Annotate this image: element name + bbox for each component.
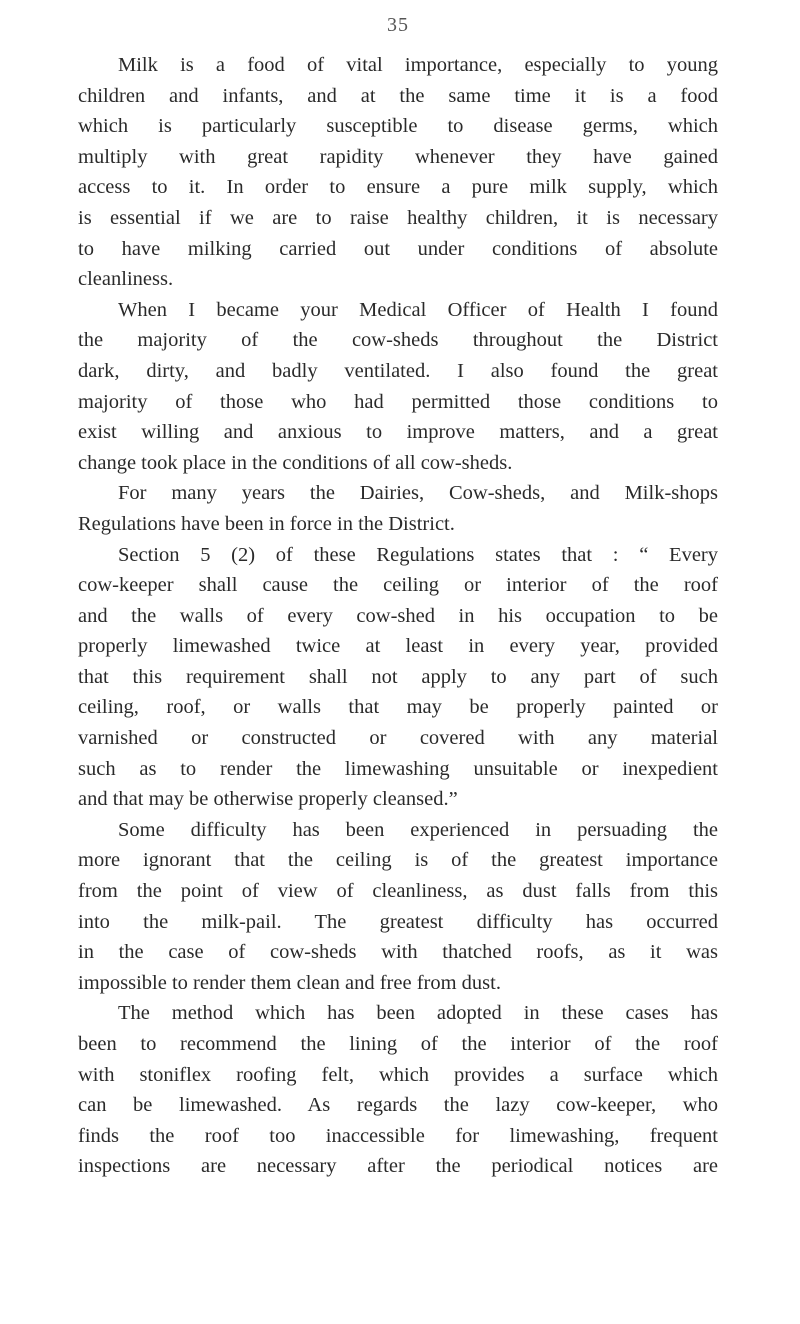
text-line: Milk is a food of vital importance, especially to young	[118, 54, 718, 76]
text-line: such as to render the limewashing unsuitable or inexpedient	[78, 757, 718, 780]
text-line: children and infants, and at the same time it is a food	[78, 84, 718, 107]
paragraph	[78, 295, 718, 479]
text-line: that this requirement shall not apply to any part of such	[78, 665, 718, 688]
text-line: and that may be otherwise properly cleansed.”	[78, 788, 458, 811]
text-line: cow-keeper shall cause the ceiling or interior of the roof	[78, 574, 718, 597]
text-line: is essential if we are to raise healthy children, it is necessary	[78, 206, 718, 229]
text-line: The method which has been adopted in these cases has	[118, 1002, 718, 1025]
text-line: cleanliness.	[78, 268, 174, 291]
text-line: inspections are necessary after the periodical notices are	[78, 1155, 718, 1178]
text-line: Regulations have been in force in the District.	[78, 512, 455, 535]
text-line: been to recommend the lining of the interior of the roof	[78, 1033, 718, 1055]
text-line: the majority of the cow-sheds throughout the District	[78, 329, 718, 352]
text-line: Some difficulty has been experienced in persuading the	[118, 818, 718, 841]
text-line: and the walls of every cow-shed in his occupation to be	[78, 604, 718, 627]
text-line: can be limewashed. As regards the lazy cow-keeper, who	[78, 1094, 718, 1117]
document-page	[78, 0, 718, 1182]
text-line: in the case of cow-sheds with thatched roofs, as it was	[78, 941, 718, 964]
paragraph	[78, 50, 718, 295]
paragraph	[78, 998, 718, 1182]
text-line: multiply with great rapidity whenever they have gained	[78, 145, 718, 168]
text-line: For many years the Dairies, Cow-sheds, and Milk-shops	[118, 482, 718, 505]
text-line: change took place in the conditions of all cow-sheds.	[78, 451, 513, 474]
text-line: into the milk-pail. The greatest difficulty has occurred	[78, 910, 718, 933]
text-line: properly limewashed twice at least in every year, provided	[78, 635, 718, 658]
text-line: more ignorant that the ceiling is of the greatest importance	[78, 849, 718, 872]
text-line: majority of those who had permitted those conditions to	[78, 390, 718, 413]
text-line: to have milking carried out under conditions of absolute	[78, 237, 718, 260]
text-line: dark, dirty, and badly ventilated. I also found the great	[78, 359, 718, 382]
body-text	[78, 50, 718, 1182]
text-line: impossible to render them clean and free from dust.	[78, 971, 501, 994]
text-line: exist willing and anxious to improve matters, and a great	[78, 421, 718, 444]
text-line: varnished or constructed or covered with any material	[78, 727, 718, 750]
paragraph	[78, 815, 718, 999]
text-line: ceiling, roof, or walls that may be properly painted or	[78, 696, 718, 719]
text-line: with stoniflex roofing felt, which provides a surface which	[78, 1063, 718, 1086]
text-line: which is particularly susceptible to disease germs, which	[78, 115, 718, 138]
text-line: from the point of view of cleanliness, as dust falls from this	[78, 880, 718, 903]
paragraph	[78, 540, 718, 815]
page-number: 35	[387, 14, 409, 36]
text-line: access to it. In order to ensure a pure milk supply, which	[78, 176, 718, 199]
text-line: When I became your Medical Officer of Health I found	[118, 298, 718, 321]
paragraph	[78, 478, 718, 539]
text-line: Section 5 (2) of these Regulations states that : “ Every	[118, 543, 718, 566]
text-line: finds the roof too inaccessible for limewashing, frequent	[78, 1124, 718, 1147]
